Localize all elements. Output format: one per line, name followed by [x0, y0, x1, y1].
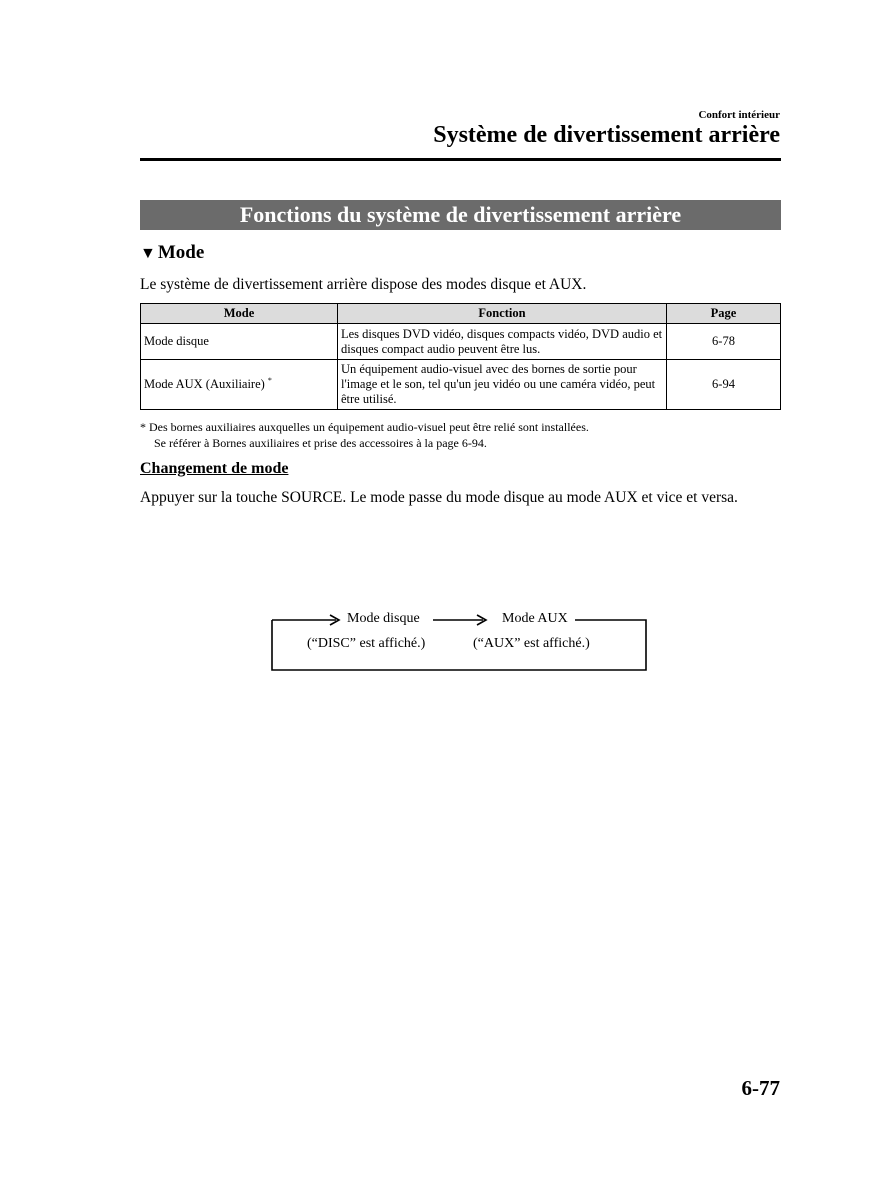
header-mode: Mode [141, 304, 338, 324]
cell-mode: Mode disque [141, 324, 338, 360]
cell-function: Les disques DVD vidéo, disques compacts vidéo, DVD audio et disques compact audio peuvent être lus. [338, 324, 667, 360]
footnote-mark: * [267, 376, 272, 386]
mode-heading-text: Mode [157, 242, 205, 263]
disc-mode-label: Mode disque [347, 611, 420, 626]
triangle-down-icon: ▼ [140, 245, 156, 262]
header-page: Page [667, 304, 781, 324]
disc-mode-note: (“DISC” est affiché.) [307, 636, 426, 651]
footnote-line: * Des bornes auxiliaires auxquelles un équipement audio-visuel peut être relié sont installées. [140, 420, 589, 434]
table-row [141, 324, 781, 360]
page-number: 6-77 [741, 1076, 780, 1100]
footnote-line: Se référer à Bornes auxiliaires et prise des accessoires à la page 6-94. [154, 436, 487, 450]
section-label: Confort intérieur [698, 109, 780, 121]
aux-mode-label: Mode AUX [502, 611, 568, 626]
mode-table [140, 303, 781, 410]
change-mode-text: Appuyer sur la touche SOURCE. Le mode passe du mode disque au mode AUX et vice et versa. [140, 489, 738, 506]
intro-text: Le système de divertissement arrière dispose des modes disque et AUX. [140, 276, 587, 293]
section-banner: Fonctions du système de divertissement arrière [140, 200, 781, 230]
cell-mode [141, 360, 338, 410]
mode-cycle-diagram [270, 608, 650, 673]
table-header-row [141, 304, 781, 324]
mode-heading [140, 242, 204, 264]
chapter-title: Système de divertissement arrière [433, 122, 780, 148]
cell-page: 6-78 [667, 324, 781, 360]
cell-function: Un équipement audio-visuel avec des bornes de sortie pour l'image et le son, tel qu'un jeu vidéo ou une caméra vidéo, peut être utilisé. [338, 360, 667, 410]
header-function: Fonction [338, 304, 667, 324]
aux-mode-note: (“AUX” est affiché.) [473, 636, 590, 651]
footnote [140, 419, 589, 451]
cell-page: 6-94 [667, 360, 781, 410]
header-rule [140, 158, 781, 161]
table-row [141, 360, 781, 410]
cell-mode-text: Mode AUX (Auxiliaire) [144, 377, 265, 392]
change-mode-heading: Changement de mode [140, 460, 289, 477]
